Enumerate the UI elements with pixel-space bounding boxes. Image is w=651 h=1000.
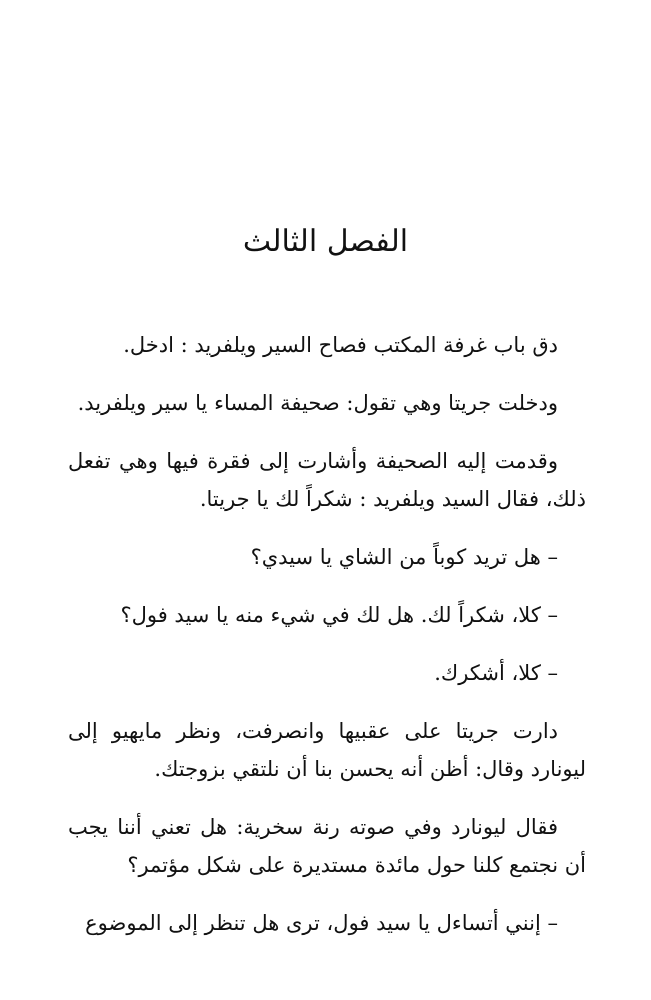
- chapter-title: الفصل الثالث: [242, 224, 409, 259]
- dialogue-line: – كلا، أشكرك.: [434, 661, 558, 685]
- paragraph: دارت جريتا على عقبيها وانصرفت، ونظر مايهيو إلى ليونارد وقال: أظن أنه يحسن بنا أن نلتقي بزوجتك.: [68, 719, 586, 781]
- dialogue-line: – إنني أتساءل يا سيد فول، ترى هل تنظر إلى الموضوع: [85, 911, 558, 935]
- chapter-body: [68, 326, 586, 962]
- paragraph: وقدمت إليه الصحيفة وأشارت إلى فقرة فيها وهي تفعل ذلك، فقال السيد ويلفريد : شكراً لك يا جريتا.: [68, 449, 586, 511]
- dialogue-line: – هل تريد كوباً من الشاي يا سيدي؟: [250, 545, 558, 569]
- paragraph: ودخلت جريتا وهي تقول: صحيفة المساء يا سير ويلفريد.: [77, 391, 558, 415]
- paragraph: فقال ليونارد وفي صوته رنة سخرية: هل تعني أننا يجب أن نجتمع كلنا حول مائدة مستديرة على شكل مؤتمر؟: [68, 815, 586, 877]
- paragraph: دق باب غرفة المكتب فصاح السير ويلفريد : ادخل.: [123, 333, 558, 357]
- dialogue-line: – كلا، شكراً لك. هل لك في شيء منه يا سيد فول؟: [120, 603, 558, 627]
